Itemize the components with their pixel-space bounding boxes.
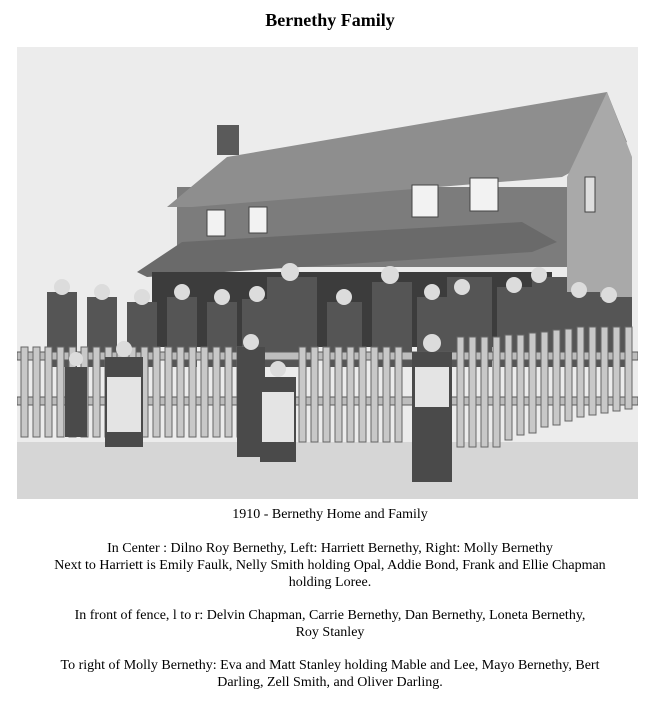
caption-line: In front of fence, l to r: Delvin Chapman, Carrie Bernethy, Dan Bernethy, Loneta Bernethy, — [74, 608, 586, 623]
right-caption — [0, 657, 660, 691]
center-caption — [0, 540, 660, 591]
page-title: Bernethy Family — [265, 10, 395, 30]
caption-line: holding Loree. — [288, 575, 372, 590]
caption-line: To right of Molly Bernethy: Eva and Matt Stanley holding Mable and Lee, Mayo Bernethy, Bert — [60, 658, 600, 673]
family-photo — [17, 47, 638, 499]
photo-date-caption: 1910 - Bernethy Home and Family — [232, 507, 428, 522]
caption-line: Darling, Zell Smith, and Oliver Darling. — [217, 675, 443, 690]
caption-line: Next to Harriett is Emily Faulk, Nelly Smith holding Opal, Addie Bond, Frank and Ellie Chapman — [54, 558, 606, 573]
caption-line: Roy Stanley — [295, 625, 365, 640]
photo-illustration — [17, 47, 638, 499]
caption-line: In Center : Dilno Roy Bernethy, Left: Harriett Bernethy, Right: Molly Bernethy — [107, 541, 553, 556]
fence-caption — [0, 607, 660, 641]
